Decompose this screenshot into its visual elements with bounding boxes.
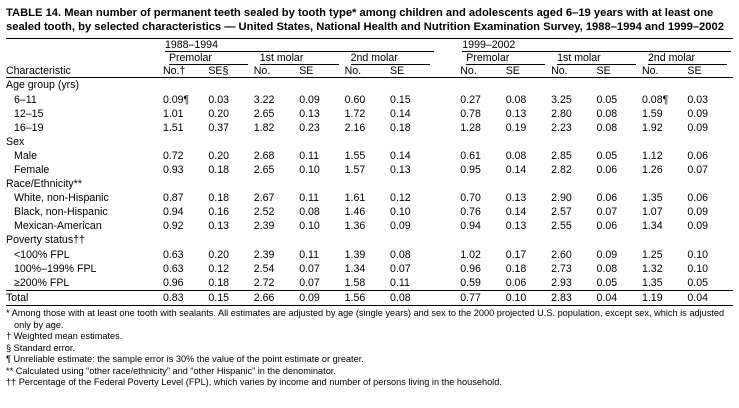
header-group-1st-molar-2: 1st molar [551, 52, 642, 65]
cell-value: 0.14 [505, 163, 527, 176]
column-spacer [436, 149, 461, 163]
cell-value: 0.05 [596, 93, 618, 106]
cell-value: 0.09 [299, 93, 320, 106]
table-row [6, 163, 733, 177]
cell-value [299, 177, 344, 191]
table-body [6, 78, 733, 306]
column-spacer [436, 107, 461, 121]
cell-value: 2.60 [551, 248, 572, 261]
cell-value [506, 135, 551, 149]
row-label: Total [6, 290, 163, 305]
cell-value [345, 135, 390, 149]
table-row [6, 276, 733, 291]
data-table [6, 38, 733, 306]
cell-value [597, 177, 642, 191]
cell-value: 0.10 [506, 290, 551, 305]
cell-value: 0.05 [596, 149, 618, 162]
cell-value: 0.08 [596, 107, 618, 120]
cell-value: 0.09 [687, 107, 709, 120]
row-label: Black, non-Hispanic [14, 206, 108, 219]
header-se-4: SE [505, 65, 520, 78]
cell-value: 1.25 [641, 248, 663, 261]
row-label: White, non-Hispanic [14, 192, 109, 205]
cell-value: 0.93 [162, 163, 184, 176]
row-label: 6–11 [14, 93, 37, 106]
cell-value: 1.51 [162, 121, 184, 134]
row-label: Mexican-American [14, 220, 102, 233]
cell-value [642, 135, 687, 149]
footnote: * Among those with at least one tooth with sealants. All estimates are adjusted by age (single years) and sex to the 2000 projected U.S. population, except sex, which is adjusted only by age. [6, 307, 725, 330]
cell-value: 0.07 [390, 262, 411, 275]
column-spacer [436, 93, 461, 107]
cell-value: 0.13 [390, 163, 411, 176]
cell-value: 0.96 [460, 262, 481, 275]
cell-value [597, 233, 642, 247]
cell-value [597, 135, 642, 149]
table-row [6, 262, 733, 276]
header-se-6: SE [687, 65, 702, 78]
cell-value: 2.55 [551, 220, 572, 233]
cell-value [506, 233, 551, 247]
cell-value: 0.06 [505, 276, 527, 289]
row-label: <100% FPL [14, 248, 70, 261]
cell-value: 0.05 [687, 276, 709, 289]
cell-value: 2.65 [253, 163, 275, 176]
cell-value: 2.68 [253, 149, 275, 162]
footnotes [6, 308, 733, 389]
row-label: Poverty status†† [6, 234, 85, 247]
cell-value: 0.04 [597, 290, 642, 305]
cell-value: 1.58 [344, 276, 366, 289]
cell-value: 0.60 [344, 93, 366, 106]
cell-value: 0.37 [208, 121, 229, 134]
header-se-2: SE [299, 65, 314, 78]
cell-value: 2.83 [551, 290, 596, 305]
cell-value: 0.08 [505, 93, 527, 106]
table-row [6, 93, 733, 107]
header-no-5: No. [551, 65, 568, 78]
cell-value: 0.09 [687, 206, 709, 219]
header-se-3: SE [390, 65, 405, 78]
footnote: † Weighted mean estimates. [6, 331, 123, 342]
cell-value [506, 78, 551, 93]
cell-value: 2.16 [344, 121, 366, 134]
cell-value: 1.34 [344, 262, 366, 275]
cell-value [551, 78, 596, 93]
cell-value: 0.08 [390, 248, 411, 261]
cell-value [390, 233, 435, 247]
footnote: § Standard error. [6, 342, 75, 353]
cell-value: 0.08 [596, 262, 618, 275]
cell-value: 2.39 [253, 220, 275, 233]
cell-value: 2.85 [551, 149, 572, 162]
cell-value: 0.06 [687, 149, 709, 162]
column-spacer [436, 219, 461, 233]
cell-value: 1.01 [162, 107, 184, 120]
cell-value: 0.10 [390, 206, 411, 219]
cell-value: 1.02 [460, 248, 481, 261]
row-label: 12–15 [14, 107, 44, 120]
cell-value: 1.32 [641, 262, 663, 275]
header-group-premolar-1: Premolar [163, 52, 254, 65]
cell-value [687, 177, 733, 191]
cell-value: 0.19 [505, 121, 527, 134]
cell-value: 2.82 [551, 163, 572, 176]
cell-value: 2.65 [253, 107, 275, 120]
header-period-row [6, 39, 733, 53]
cell-value: 1.28 [460, 121, 481, 134]
cell-value: 0.04 [687, 290, 733, 305]
header-period-2: 1999–2002 [460, 39, 733, 53]
cell-value: 2.39 [253, 248, 275, 261]
table-title: TABLE 14. Mean number of permanent teeth sealed by tooth type* among children and adolescents aged 6–19 years with at least one sealed tooth, by selected characteristics — United States, National Health and Nutrition Examination Survey, 1988–1994 and 1999–2002 [6, 7, 724, 34]
cell-value: 2.93 [551, 276, 572, 289]
row-label: ≥200% FPL [14, 276, 70, 289]
cell-value [687, 233, 733, 247]
cell-value: 1.07 [641, 206, 663, 219]
cell-value: 0.10 [687, 262, 709, 275]
cell-value: 0.07 [299, 262, 320, 275]
cell-value: 0.78 [460, 107, 481, 120]
cell-value: 0.77 [460, 290, 505, 305]
cell-value: 1.26 [641, 163, 663, 176]
cell-value: 1.57 [344, 163, 366, 176]
row-label: Sex [6, 135, 25, 148]
cell-value [642, 233, 687, 247]
table-row [6, 149, 733, 163]
cell-value: 0.14 [390, 149, 411, 162]
header-se-5: SE [596, 65, 611, 78]
header-no-2: No. [253, 65, 271, 78]
cell-value: 0.11 [299, 248, 320, 261]
cell-value [460, 177, 505, 191]
cell-value: 0.16 [208, 206, 229, 219]
column-spacer [436, 163, 461, 177]
table-row [6, 107, 733, 121]
header-group-premolar-2: Premolar [460, 52, 551, 65]
footnote: ** Calculated using “other race/ethnicity” and “other Hispanic” in the denominator. [6, 365, 336, 376]
cell-value: 1.35 [641, 276, 663, 289]
cell-value: 0.94 [162, 206, 184, 219]
cell-value: 1.19 [642, 290, 687, 305]
column-spacer [436, 276, 461, 291]
cell-value [299, 78, 344, 93]
cell-value: 0.12 [208, 262, 229, 275]
cell-value: 0.15 [390, 93, 411, 106]
header-group-row [6, 52, 733, 65]
cell-value [254, 233, 299, 247]
header-group-2nd-molar-1: 2nd molar [345, 52, 436, 65]
cell-value: 1.39 [344, 248, 366, 261]
cell-value [345, 177, 390, 191]
cell-value: 0.08 [596, 121, 618, 134]
cell-value: 2.52 [253, 206, 275, 219]
cell-value [687, 78, 733, 93]
cell-value: 0.13 [505, 107, 527, 120]
cell-value: 1.46 [344, 206, 366, 219]
cell-value [208, 78, 253, 93]
cell-value: 0.07 [299, 276, 320, 289]
cell-value [551, 135, 596, 149]
row-label: 16–19 [14, 121, 44, 134]
cell-value: 0.03 [687, 93, 709, 106]
table-row [6, 233, 733, 247]
column-spacer [436, 248, 461, 262]
cell-value [208, 177, 253, 191]
cell-value [390, 177, 435, 191]
cell-value: 2.73 [551, 262, 572, 275]
cell-value [163, 233, 208, 247]
cell-value: 0.10 [687, 248, 709, 261]
column-spacer [436, 205, 461, 219]
cell-value: 1.12 [641, 149, 663, 162]
cell-value: 0.20 [208, 248, 229, 261]
cell-value [208, 233, 253, 247]
cell-value: 0.08 [505, 149, 527, 162]
table-row [6, 191, 733, 205]
header-characteristic: Characteristic [6, 65, 71, 78]
cell-value: 0.11 [390, 276, 410, 289]
cell-value: 1.35 [641, 192, 663, 205]
cell-value [163, 78, 208, 93]
table-row [6, 121, 733, 135]
cell-value: 0.94 [460, 220, 481, 233]
table-row [6, 248, 733, 262]
cell-value [460, 78, 505, 93]
cell-value: 0.09 [687, 220, 709, 233]
cell-value: 0.10 [299, 220, 320, 233]
column-spacer [436, 78, 461, 93]
header-no-4: No. [460, 65, 477, 78]
cell-value [299, 233, 344, 247]
column-spacer [436, 191, 461, 205]
cell-value: 0.87 [162, 192, 184, 205]
cell-value: 0.96 [162, 276, 184, 289]
cell-value [254, 135, 299, 149]
cell-value: 0.83 [163, 290, 208, 305]
cell-value: 3.25 [551, 93, 572, 106]
cell-value: 0.76 [460, 206, 481, 219]
header-group-1st-molar-1: 1st molar [254, 52, 345, 65]
cell-value: 0.12 [390, 192, 411, 205]
cell-value: 0.08¶ [641, 93, 669, 106]
header-subcol-row [6, 65, 733, 78]
cell-value: 0.61 [460, 149, 481, 162]
header-group-2nd-molar-2: 2nd molar [642, 52, 733, 65]
cell-value [551, 177, 596, 191]
footnote: ¶ Unreliable estimate: the sample error is 30% the value of the point estimate or greater. [6, 354, 364, 365]
cell-value: 0.09 [390, 220, 411, 233]
cell-value: 2.67 [253, 192, 275, 205]
table-row [6, 135, 733, 149]
row-label: Male [14, 149, 37, 162]
column-spacer [436, 135, 461, 149]
cell-value: 0.92 [162, 220, 184, 233]
cell-value: 0.06 [596, 220, 618, 233]
cell-value: 0.06 [596, 163, 618, 176]
header-no-1: No.† [162, 65, 186, 78]
cell-value: 0.72 [162, 149, 184, 162]
cell-value: 3.22 [253, 93, 275, 106]
table-row [6, 78, 733, 93]
cell-value [345, 233, 390, 247]
cell-value: 0.13 [208, 220, 229, 233]
footnote: †† Percentage of the Federal Poverty Level (FPL), which varies by income and number of persons living in the household. [6, 377, 502, 388]
header-se-1: SE§ [208, 65, 229, 78]
cell-value: 0.18 [208, 163, 229, 176]
cell-value: 0.70 [460, 192, 481, 205]
cell-value: 0.27 [460, 93, 481, 106]
cell-value [254, 78, 299, 93]
table-row [6, 205, 733, 219]
cell-value [460, 135, 505, 149]
cell-value: 0.07 [596, 206, 618, 219]
cell-value: 0.63 [162, 248, 184, 261]
cell-value: 0.03 [208, 93, 229, 106]
column-spacer [436, 233, 461, 247]
header-no-3: No. [344, 65, 362, 78]
cell-value: 0.11 [299, 149, 320, 162]
cell-value: 0.09¶ [162, 93, 190, 106]
cell-value: 0.14 [390, 107, 411, 120]
cell-value: 0.13 [505, 220, 527, 233]
cell-value: 0.10 [299, 163, 320, 176]
cell-value: 0.09 [299, 290, 344, 305]
cell-value [208, 135, 253, 149]
cell-value: 0.13 [505, 192, 527, 205]
table-row [6, 177, 733, 191]
cell-value [551, 233, 596, 247]
cell-value: 1.61 [344, 192, 366, 205]
cell-value: 0.08 [390, 290, 435, 305]
cell-value: 2.90 [551, 192, 572, 205]
cell-value: 0.11 [299, 192, 320, 205]
cell-value: 1.36 [344, 220, 366, 233]
row-label: Race/Ethnicity** [6, 178, 82, 191]
cell-value [642, 177, 687, 191]
table-row [6, 219, 733, 233]
cell-value: 0.09 [687, 121, 709, 134]
cell-value: 0.23 [299, 121, 320, 134]
cell-value: 1.82 [253, 121, 275, 134]
cell-value: 0.17 [505, 248, 527, 261]
cell-value: 0.07 [687, 163, 709, 176]
column-spacer [436, 262, 461, 276]
cell-value: 2.57 [551, 206, 572, 219]
cell-value: 1.59 [641, 107, 663, 120]
cell-value [642, 78, 687, 93]
column-spacer [436, 121, 461, 135]
cell-value: 2.72 [253, 276, 275, 289]
cell-value [460, 233, 505, 247]
cell-value: 2.66 [254, 290, 299, 305]
cell-value: 1.56 [345, 290, 390, 305]
cell-value: 0.20 [208, 107, 229, 120]
header-no-6: No. [641, 65, 659, 78]
cell-value: 1.92 [641, 121, 663, 134]
cell-value [390, 135, 435, 149]
cell-value [163, 135, 208, 149]
cell-value [687, 135, 733, 149]
cell-value: 1.55 [344, 149, 366, 162]
cell-value: 1.72 [344, 107, 366, 120]
cell-value [597, 78, 642, 93]
cell-value [254, 177, 299, 191]
cell-value: 1.34 [641, 220, 663, 233]
cell-value: 2.23 [551, 121, 572, 134]
table-row [6, 290, 733, 305]
cell-value: 0.18 [390, 121, 411, 134]
cell-value: 0.18 [208, 192, 229, 205]
cell-value: 0.05 [596, 276, 618, 289]
column-spacer [436, 177, 461, 191]
cell-value [506, 177, 551, 191]
cell-value: 0.13 [299, 107, 320, 120]
cell-value: 0.15 [208, 290, 253, 305]
cell-value: 0.59 [460, 276, 481, 289]
table-head [6, 39, 733, 78]
cell-value: 0.09 [596, 248, 618, 261]
cell-value: 0.06 [687, 192, 709, 205]
cell-value: 0.20 [208, 149, 229, 162]
cell-value: 0.18 [208, 276, 229, 289]
row-label: 100%–199% FPL [14, 262, 97, 275]
cell-value: 0.06 [596, 192, 618, 205]
row-label: Female [14, 163, 50, 176]
cell-value: 0.18 [505, 262, 527, 275]
cell-value: 0.08 [299, 206, 320, 219]
cell-value [299, 135, 344, 149]
row-label: Age group (yrs) [6, 78, 163, 93]
cell-value [345, 78, 390, 93]
header-period-1: 1988–1994 [163, 39, 436, 53]
cell-value: 2.54 [253, 262, 275, 275]
cell-value [390, 78, 435, 93]
cell-value: 0.63 [162, 262, 184, 275]
cell-value: 2.80 [551, 107, 572, 120]
column-spacer [436, 290, 461, 305]
cell-value: 0.95 [460, 163, 481, 176]
cell-value [163, 177, 208, 191]
cell-value: 0.14 [505, 206, 527, 219]
